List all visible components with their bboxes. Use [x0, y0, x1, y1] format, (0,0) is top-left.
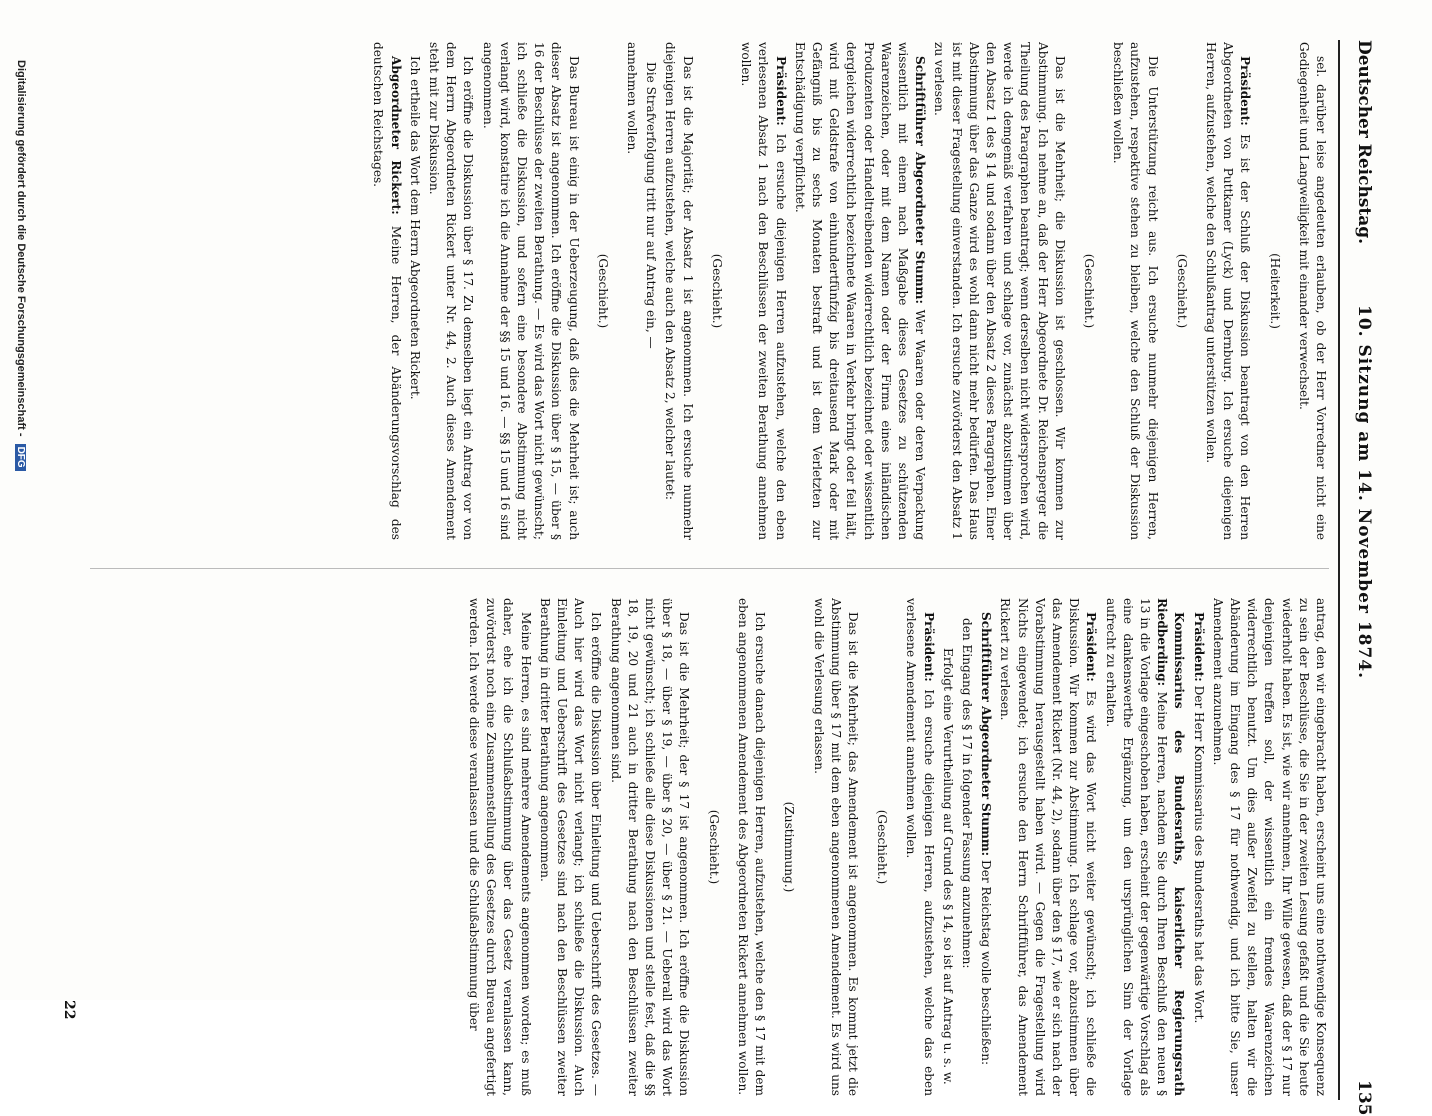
paragraph: [809, 598, 861, 1096]
stage-direction: [780, 598, 797, 1096]
left-column: [80, 42, 1329, 540]
header-rule: [1338, 40, 1340, 1100]
speaker-name-secondary: Rickert:: [388, 160, 403, 215]
paragraph: [642, 42, 659, 540]
stage-direction: [1173, 42, 1190, 540]
page-number: 135: [1354, 1080, 1374, 1116]
paragraph-text: Es ist der Schluß der Diskussion beantragt von den Herren Abgeordneten von Puttkamer (Lyck) und Dernburg. Ich ersuche diejenigen Herren, aufzustehen, welche den Schlußantrag unterstützen wollen.: [1203, 42, 1253, 540]
speaker-name: Präsident:: [1084, 612, 1099, 682]
paragraph-text: (Geschieht.): [875, 809, 890, 885]
speaker-name: Präsident:: [921, 612, 936, 682]
paragraph-text: Ich eröffne die Diskussion über § 17. Zu demselben liegt ein Antrag vor von dem Herrn Abgeordneten Rickert unter Nr. 44, 2. Auch dieses Amendement steht mit zur Diskussion.: [427, 42, 476, 540]
paragraph: [623, 42, 640, 540]
dfg-logo: DFG: [15, 444, 26, 471]
paragraph: [1202, 42, 1254, 540]
paragraph-text: Ich ertheile das Wort dem Herrn Abgeordneten Rickert.: [407, 56, 422, 400]
paragraph: [791, 42, 929, 540]
paragraph-text: Ich ersuche diejenigen Herren aufzustehen, welche den eben verlesenen Absatz 1 nach den Beschlüssen der zweiten Berathung annehmen wollen.: [739, 42, 788, 540]
paragraph: [1109, 42, 1161, 540]
column-divider: [90, 568, 1329, 569]
paragraph-text: Ich ersuche diejenigen Herren, aufzustehen, welche das eben verlesene Amendement annehmen wollen.: [904, 598, 936, 1096]
speaker-name: Schriftführer Abgeordneter: [913, 56, 928, 245]
paragraph-text: (Geschieht.): [1174, 253, 1189, 329]
paragraph: [661, 42, 695, 540]
paragraph: [1295, 42, 1329, 540]
stage-direction: [1080, 42, 1097, 540]
paragraph: [977, 598, 994, 1096]
stage-direction: [1265, 42, 1282, 540]
digitization-footer: [7, 60, 27, 960]
speaker-name: Präsident:: [1238, 56, 1253, 126]
paragraph: [996, 598, 1099, 1096]
footer-text: Digitalisierung gefördert durch die Deutsche Forschungsgemeinschaft -: [15, 60, 27, 437]
speaker-name-secondary: Stumm:: [979, 802, 994, 857]
paragraph-text: Wer Waaren oder deren Verpackung wissentlich mit einem nach Maßgabe dieses Gesetzes zu schützenden Waarenzeichen, oder mit dem Namen oder der Firma eines inländischen Produzenten oder Handeltreibenden widerrechtlich bezeichnet oder wissentlich dergleichen widerrechtlich bezeichnete Waaren in Verkehr bringt oder feil hält, wird mit Geldstrafe von einhundertfünfzig bis dreitausend Mark oder mit Gefängniß bis zu sechs Monaten bestraft und ist dem Verletzten zur Entschädigung verpflichtet.: [792, 42, 928, 540]
stage-direction: [594, 42, 611, 540]
paragraph-text: (Geschieht.): [709, 253, 724, 329]
paragraph-text: den Eingang des § 17 in folgender Fassung anzunehmen:: [959, 618, 974, 969]
speaker-name-secondary: Stumm:: [913, 250, 928, 304]
paragraph: [1209, 598, 1329, 1096]
paragraph: [465, 598, 534, 1096]
paragraph-text: Der Reichstag wolle beschließen:: [979, 860, 994, 1066]
paragraph-text: sel. darüber leise angedeuten erlauben, ob der Herr Vorredner nicht eine Gediegenheit und Langweiligkeit mit einander verwechselt.: [1296, 42, 1328, 540]
speaker-name: Abgeordneter: [388, 56, 403, 150]
stage-direction: [708, 42, 725, 540]
paragraph: [1101, 598, 1187, 1096]
paragraph-text: Der Herr Kommissarius des Bundesraths hat das Wort.: [1191, 685, 1206, 1024]
page-header: [1334, 40, 1374, 1116]
paragraph-text: antrag, den wir eingebracht haben, erscheint uns eine nothwendige Konsequenz zu sein der Beschlüsse, die Sie in der zweiten Lesung gefaßt und die Sie heute wiederholt haben. Es ist, wie wir annehmen, Ihr Wille gewesen, daß der § 17 nur denjenigen treffen soll, der wissentlich ein fremdes Waarenzeichen widerrechtlich benutzt. Um dies außer Zweifel zu stellen, halten wir die Abänderung im Eingang des § 17 für nothwendig, und ich bitte Sie, unser Amendement anzunehmen.: [1210, 598, 1328, 1096]
stage-direction: [873, 598, 890, 1096]
paragraph-text: Das ist die Mehrheit; der § 17 ist angenommen. Ich eröffne die Diskussion über § 18, — über § 19, — über § 20, — über § 21. — Ueberall wird das Wort nicht gewünscht; ich schließe alle diese Diskussionen und stelle fest, daß die §§ 18, 19, 20 und 21 auch in dritter Berathung nach den Beschlüssen zweiter Berathung angenommen sind.: [608, 598, 692, 1096]
header-center: 10. Sitzung am 14. November 1874.: [1354, 305, 1374, 680]
paragraph-text: Es wird das Wort nicht weiter gewünscht; ich schließe die Diskussion. Wir kommen zur Abstimmung. Ich schlage vor, abzustimmen über das Amendement Rickert (Nr. 44, 2), sodann über den § 17, wie er sich nach der Vorabstimmung herausgestellt haben wird. — Gegen die Fragestellung wird Nichts eingewendet; ich ersuche den Herrn Schriftführer, das Amendement Rickert zu verlesen.: [998, 598, 1099, 1096]
paragraph-text: (Geschieht.): [595, 253, 610, 329]
paragraph: [406, 42, 423, 540]
paragraph-text: Meine Herren, es sind mehrere Amendements angenommen worden; es muß daher, ehe ich die Schlußabstimmung über das Gesetz veranlassen kann, zuvörderst noch eine Zusammenstellung des Gesetzes durch Bureau angefertigt werden. Ich werde diese veranlassen und die Schlußabstimmung über: [467, 598, 533, 1096]
paragraph: [737, 42, 789, 540]
paragraph-text: Das ist die Majorität; der Absatz 1 ist angenommen. Ich ersuche nunmehr diejenigen Herren aufzustehen, welche auch den Absatz 2, welcher lautet:: [663, 42, 695, 540]
paragraph-text: Ich eröffne die Diskussion über Einleitung und Ueberschrift des Gesetzes. — Auch hier wird das Wort nicht verlangt; ich schließe die Diskussion. Auch Einleitung und Ueberschrift des Gesetzes sind nach den Beschlüssen zweiter Berathung in dritter Berathung angenommen.: [537, 598, 604, 1096]
paragraph-text: annehmen wollen.: [625, 42, 640, 155]
paragraph-text: Das Bureau ist einig in der Ueberzeugung, daß dies die Mehrheit ist; auch dieser Absatz ist angenommen. Ich eröffne die Diskussion über § 15, — über § 16 der Beschlüsse der zweiten Berathung. — Es wird das Wort nicht gewünscht; ich schließe die Diskussion, und sofern eine besondere Abstimmung nicht verlangt wird, konstatire ich die Annahme der §§ 15 und 16. — §§ 15 und 16 sind angenommen.: [480, 42, 581, 540]
paragraph-text: Ich ersuche danach diejenigen Herren, aufzustehen, welche den § 17 mit dem eben angenommenen Amendement des Abgeordneten Rickert annehmen wollen.: [735, 598, 768, 1096]
speaker-name-secondary: Riedberding:: [1155, 598, 1170, 687]
paragraph-text: Die Unterstützung reicht aus. Ich ersuche nunmehr diejenigen Herren, aufzustehen, respektive stehen zu bleiben, welche den Schluß der Diskussion beschließen wollen.: [1111, 42, 1160, 540]
paragraph-text: Meine Herren, der Abänderungsvorschlag des deutschen Reichstages.: [371, 42, 403, 540]
paragraph-text: (Geschieht.): [1081, 253, 1096, 329]
paragraph: [536, 598, 605, 1096]
speaker-name: Präsident:: [773, 56, 788, 126]
right-column: [80, 598, 1329, 1096]
paragraph: [930, 42, 1068, 540]
speaker-name: Präsident:: [1191, 612, 1206, 682]
paragraph-text: Meine Herren, nachdem Sie durch Ihren Beschluß den neuen § 13 in die Vorlage eingeschoben haben, erscheint der gegenwärtige Vorschlag als eine dankenswerthe Ergänzung, um den ursprünglichen Sinn der Vorlage aufrecht zu erhalten.: [1103, 598, 1170, 1096]
paragraph-text: Erfolgt eine Verurtheilung auf Grund des § 14, so ist auf Antrag u. s. w.: [940, 648, 955, 1085]
signature-mark: 22: [61, 1000, 77, 1020]
paragraph-text: Das ist die Mehrheit; das Amendement ist angenommen. Es kommt jetzt die Abstimmung über § 17 mit dem eben angenommenen Amendement. Es wird uns wohl die Verlesung erlassen.: [811, 598, 860, 1096]
paragraph-text: (Heiterkeit.): [1267, 253, 1282, 329]
paragraph: [606, 598, 692, 1096]
paragraph: [902, 598, 936, 1096]
paragraph-text: Die Strafverfolgung tritt nur auf Antrag ein, —: [644, 62, 659, 349]
paragraph-text: (Zustimmung.): [782, 801, 797, 893]
paragraph-text: (Geschieht.): [706, 809, 721, 885]
speaker-name: Kommissarius des Bundesraths, kaiserlicher Regierungsrath: [1172, 612, 1187, 1096]
paragraph: [1189, 598, 1206, 1096]
header-left: Deutscher Reichstag.: [1354, 40, 1374, 245]
paragraph: [425, 42, 477, 540]
paragraph: [734, 598, 768, 1096]
paragraph: [958, 598, 975, 1096]
stage-direction: [705, 598, 722, 1096]
paragraph: [478, 42, 581, 540]
paragraph-text: Das ist die Mehrheit; die Diskussion ist geschlossen. Wir kommen zur Abstimmung. Ich nehme an, daß der Herr Abgeordnete Dr. Reichensperger die Theilung des Paragraphen beantragt; wenn derselben nicht widersprochen wird, werde ich demgemäß verfahren und schlage vor, zunächst abzustimmen über den Absatz 1 des § 14 und sodann über den Absatz 2 dieses Paragraphen. Einer Abstimmung über das Ganze wird es wohl dann nicht mehr bedürfen. Das Haus ist mit dieser Fragestellung einverstanden. Ich ersuche zuvörderst den Absatz 1 zu verlesen.: [932, 42, 1067, 540]
speaker-name: Schriftführer Abgeordneter: [979, 612, 994, 800]
paragraph: [939, 598, 956, 1096]
paragraph: [369, 42, 403, 540]
